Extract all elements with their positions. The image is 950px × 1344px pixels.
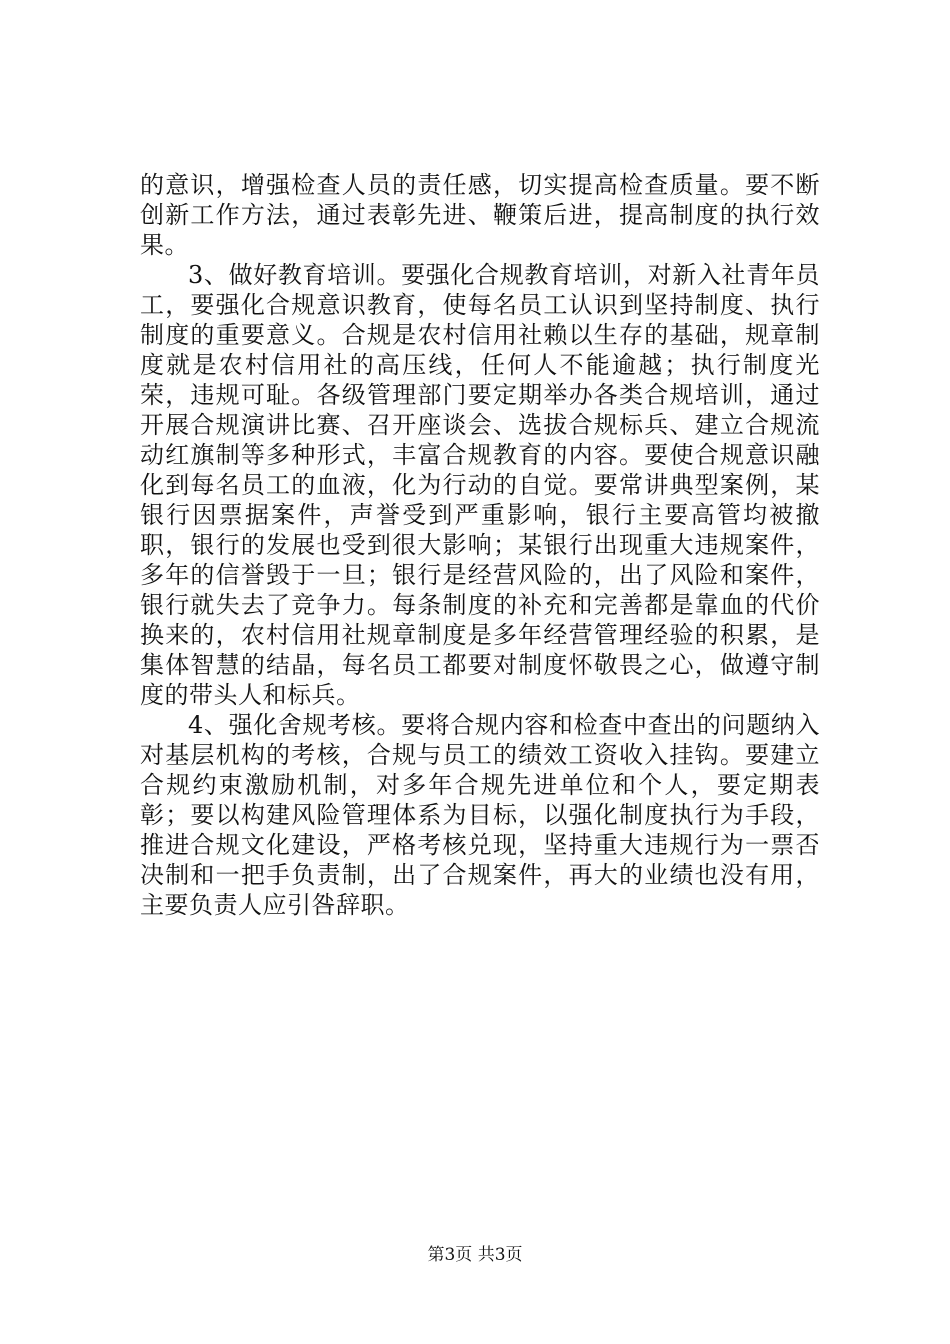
paragraph-education-training: 3、做好教育培训。要强化合规教育培训，对新入社青年员工，要强化合规意识教育，使每名员工认识到坚持制度、执行制度的重要意义。合规是农村信用社赖以生存的基础，规章制度就是农村信用社的高压线，任何人不能逾越；执行制度光荣，违规可耻。各级管理部门要定期举办各类合规培训，通过开展合规演讲比赛、召开座谈会、选拔合规标兵、建立合规流动红旗制等多种形式，丰富合规教育的内容。要使合规意识融化到每名员工的血液，化为行动的自觉。要常讲典型案例，某银行因票据案件，声誉受到严重影响，银行主要高管均被撤职，银行的发展也受到很大影响；某银行出现重大违规案件，多年的信誉毁于一旦；银行是经营风险的，出了风险和案件，银行就失去了竞争力。每条制度的补充和完善都是靠血的代价换来的，农村信用社规章制度是多年经营管理经验的积累，是集体智慧的结晶，每名员工都要对制度怀敬畏之心，做遵守制度的带头人和标兵。 bbox=[140, 261, 820, 709]
paragraph-continuation: 的意识，增强检查人员的责任感，切实提高检查质量。要不断创新工作方法，通过表彰先进、鞭策后进，提高制度的执行效果。 bbox=[140, 171, 820, 259]
paragraph-compliance-assessment: 4、强化舍规考核。要将合规内容和检查中查出的问题纳入对基层机构的考核，合规与员工的绩效工资收入挂钩。要建立合规约束激励机制，对多年合规先进单位和个人，要定期表彰；要以构建风险管理体系为目标，以强化制度执行为手段，推进合规文化建设，严格考核兑现，坚持重大违规行为一票否决制和一把手负责制，出了合规案件，再大的业绩也没有用，主要负责人应引咎辞职。 bbox=[140, 711, 820, 919]
body-text bbox=[140, 170, 820, 920]
page-footer: 第3页 共3页 bbox=[427, 1245, 523, 1265]
